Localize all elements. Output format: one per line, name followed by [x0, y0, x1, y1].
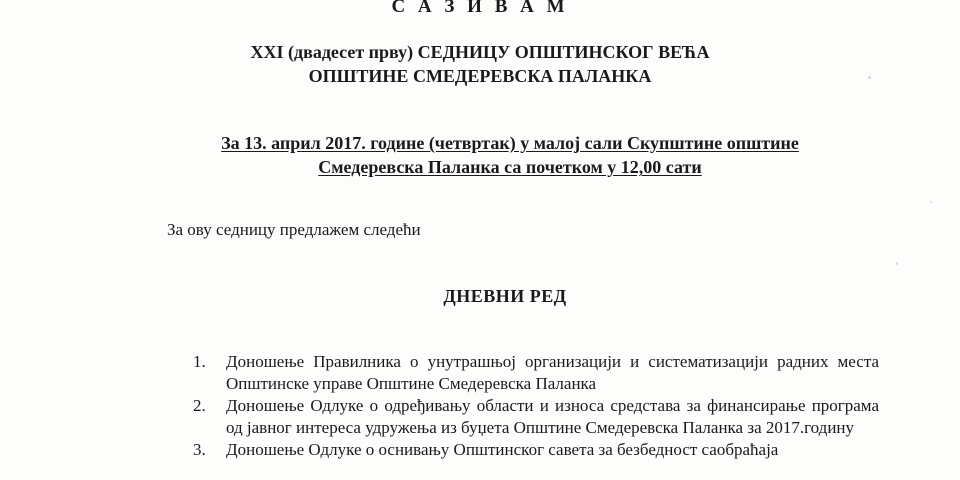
session-title-line-1: XXI (двадесет прву) СЕДНИЦУ ОПШТИНСКОГ ВЕЋА: [250, 42, 710, 62]
scan-speck: [868, 76, 871, 79]
agenda-list: [193, 351, 879, 461]
agenda-item-number: 3.: [193, 440, 206, 459]
meeting-info-line-1: За 13. април 2017. године (четвртак) у малој сали Скупштине општине: [221, 133, 799, 153]
agenda-item: [193, 439, 879, 461]
agenda-item: [193, 351, 879, 395]
proposal-text: За ову седницу предлажем следећи: [167, 220, 421, 239]
agenda-item-text: Доношење Правилника о унутрашњој организацији и систематизацији радних места Општинске управе Општине Смедеревска Паланка: [226, 352, 879, 393]
scan-speck: [896, 262, 898, 265]
agenda-item-number: 1.: [193, 352, 206, 371]
agenda-item: [193, 395, 879, 439]
agenda-title: ДНЕВНИ РЕД: [443, 286, 567, 306]
agenda-item-number: 2.: [193, 396, 206, 415]
meeting-info: [0, 131, 960, 179]
meeting-info-line-2: Смедеревска Паланка са почетком у 12,00 сати: [318, 157, 702, 177]
scan-speck: [930, 201, 932, 203]
document-heading: С А З И В А М: [391, 0, 569, 17]
session-title: [0, 40, 960, 88]
agenda-item-text: Доношење Одлуке о оснивању Општинског савета за безбедност саобраћаја: [226, 440, 779, 459]
agenda-item-text: Доношење Одлуке о одређивању области и износа средстава за финансирање програма од јавног интереса удружења из буџета Општине Смедеревска Паланка за 2017.годину: [226, 396, 879, 437]
session-title-line-2: ОПШТИНЕ СМЕДЕРЕВСКА ПАЛАНКА: [308, 66, 652, 86]
